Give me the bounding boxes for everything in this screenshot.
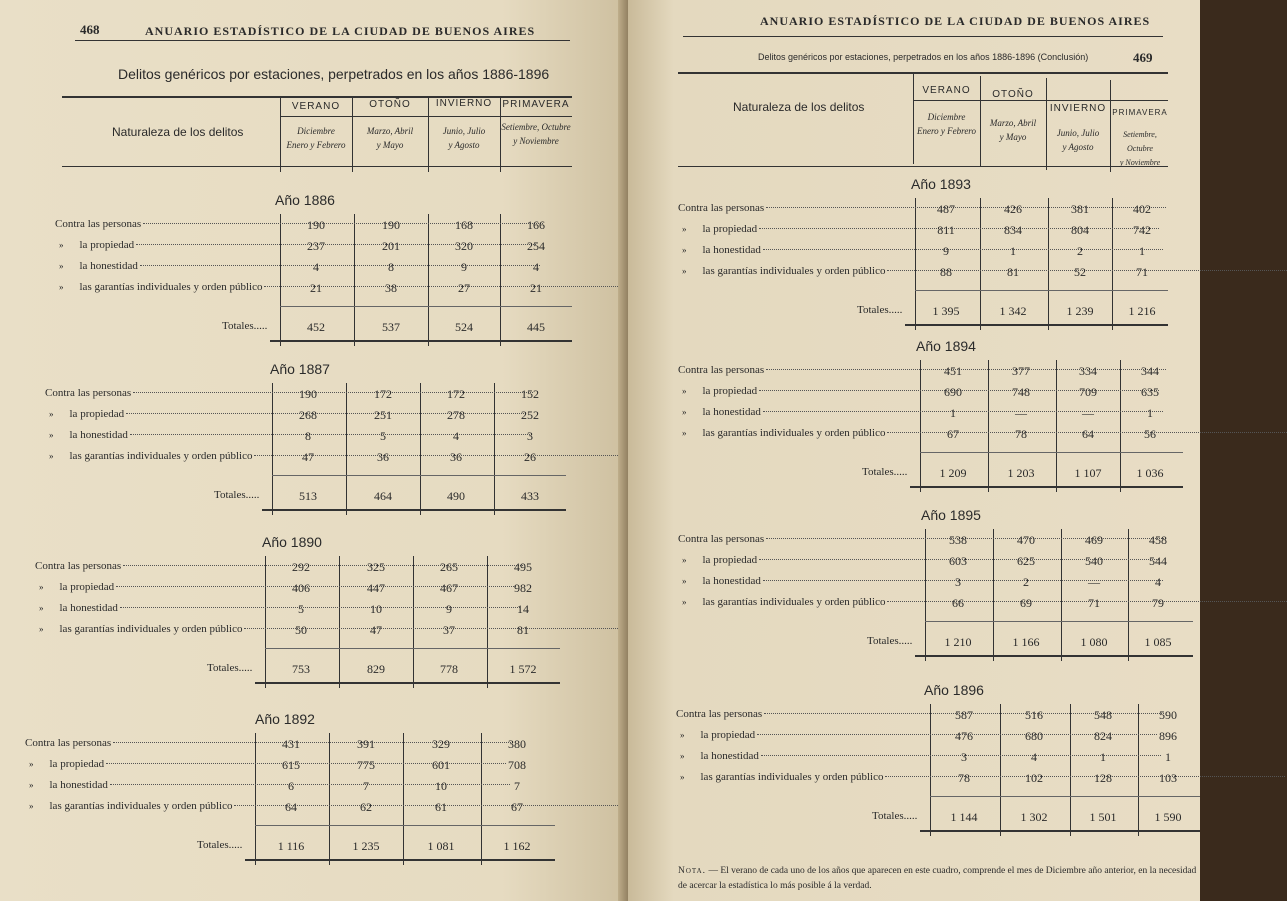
cell-1895-las-garantias-primavera: 79 xyxy=(1152,596,1164,610)
total-1890-verano: 753 xyxy=(292,662,310,676)
cell-1886-la-propiedad-primavera: 254 xyxy=(527,239,545,253)
cell-1886-la-honestidad-invierno: 9 xyxy=(461,260,467,274)
cell-1896-contra-las-personas-verano: 587 xyxy=(955,708,973,722)
total-1893-otoño: 1 342 xyxy=(999,304,1027,318)
cell-1887-la-honestidad-otoño: 5 xyxy=(380,429,386,443)
cell-1896-la-propiedad-otoño: 680 xyxy=(1025,729,1043,743)
row-label-la-honestidad: » la honestidad xyxy=(706,406,918,418)
ditto-mark: » xyxy=(682,597,687,607)
row-label-la-honestidad: » la honestidad xyxy=(704,750,928,762)
cell-1893-la-honestidad-primavera: 1 xyxy=(1139,244,1145,258)
row-label-la-propiedad: » la propiedad xyxy=(53,758,253,770)
cell-1895-la-honestidad-otoño: 2 xyxy=(1023,575,1029,589)
ditto-mark: » xyxy=(682,245,687,255)
ditto-mark: » xyxy=(49,451,54,461)
total-1893-invierno: 1 239 xyxy=(1066,304,1094,318)
cell-1894-la-honestidad-primavera: 1 xyxy=(1147,406,1153,420)
totales-label-1890: Totales..... xyxy=(207,662,253,674)
cell-1890-la-propiedad-invierno: 467 xyxy=(440,581,458,595)
totales-label-1895: Totales..... xyxy=(867,635,913,647)
cell-1894-la-honestidad-otoño: — xyxy=(1015,406,1027,420)
total-1895-verano: 1 210 xyxy=(944,635,972,649)
cell-1892-la-propiedad-otoño: 775 xyxy=(357,758,375,772)
cell-1896-contra-las-personas-otoño: 516 xyxy=(1025,708,1043,722)
right-header-bottom-rule xyxy=(678,166,1168,167)
cell-1886-la-honestidad-otoño: 8 xyxy=(388,260,394,274)
cell-1896-la-honestidad-otoño: 4 xyxy=(1031,750,1037,764)
year-heading-1886: Año 1886 xyxy=(275,192,335,208)
ditto-mark: » xyxy=(29,780,34,790)
total-1894-otoño: 1 203 xyxy=(1007,466,1035,480)
totales-label-1896: Totales..... xyxy=(872,810,918,822)
cell-1887-contra-las-personas-invierno: 172 xyxy=(447,387,465,401)
total-1896-invierno: 1 501 xyxy=(1089,810,1117,824)
row-label-las-garantias: » las garantías individuales y orden público xyxy=(706,427,918,439)
row-label-contra-las-personas: Contra las personas xyxy=(678,364,918,376)
total-1887-primavera: 433 xyxy=(521,489,539,503)
cell-1887-las-garantias-verano: 47 xyxy=(302,450,314,464)
total-1895-otoño: 1 166 xyxy=(1012,635,1040,649)
right-page: ANUARIO ESTADÍSTICO DE LA CIUDAD DE BUENOS AIRES 469 Delitos genéricos por estaciones, perpetrados en los años 1886-1896 (Conclusión) Naturaleza de los delitos VERANO OTOÑO INVIERNO PRIMAVERA Diciembre Enero y Febrero Marzo, Abril y Mayo Junio, Julio y Agosto Setiembre, Octubre y Noviembre Año 1893 Contra las personas 487 426 381 402 » la propiedad 811 834 804 742 » la honestidad 9 1 2 1 » las garantías individuales y orden público 88 81 52 71 Totales..... 1 395 1 342 1 239 1 216 Año 1894 Contra las personas 451 377 334 344 » la propiedad 690 748 709 635 » la honestidad 1 — — 1 » las garantías individuales y orden público 67 78 64 56 Totales..... 1 209 1 203 1 107 1 036 Año 1895 Contra las personas 538 470 469 458 » la propiedad 603 625 540 544 » la honestidad 3 2 — 4 » las garantías individuales y orden público 66 69 71 79 Totales..... 1 210 1 166 1 080 1 085 Año 1896 Contra las personas 587 516 548 590 » la propiedad 476 680 824 896 » la honestidad 3 4 1 1 » las garantías individuales y orden público 78 102 128 103 Totales..... 1 144 1 302 1 501 1 590 Nota. — El verano de cada uno de los años que aparecen en este cuadro, comprende el mes de Diciembre año anterior, en la necesidad de acercar la estadística lo más posible á la verdad. xyxy=(628,0,1200,901)
ditto-mark: » xyxy=(682,266,687,276)
row-label-la-honestidad: » la honestidad xyxy=(706,575,922,587)
row-label-contra-las-personas: Contra las personas xyxy=(25,737,253,749)
cell-1895-las-garantias-otoño: 69 xyxy=(1020,596,1032,610)
totales-label-1892: Totales..... xyxy=(197,839,243,851)
cell-1896-la-honestidad-invierno: 1 xyxy=(1100,750,1106,764)
row-label-las-garantias: » las garantías individuales y orden público xyxy=(63,623,263,635)
cell-1886-la-propiedad-verano: 237 xyxy=(307,239,325,253)
cell-1896-las-garantias-otoño: 102 xyxy=(1025,771,1043,785)
cell-1893-la-honestidad-otoño: 1 xyxy=(1010,244,1016,258)
total-1894-invierno: 1 107 xyxy=(1074,466,1102,480)
right-head-rule xyxy=(683,36,1163,37)
row-label-la-propiedad: » la propiedad xyxy=(706,385,918,397)
totales-label-1894: Totales..... xyxy=(862,466,908,478)
total-1887-verano: 513 xyxy=(299,489,317,503)
cell-1892-la-honestidad-otoño: 7 xyxy=(363,779,369,793)
cell-1886-contra-las-personas-verano: 190 xyxy=(307,218,325,232)
cell-1893-las-garantias-otoño: 81 xyxy=(1007,265,1019,279)
cell-1886-las-garantias-verano: 21 xyxy=(310,281,322,295)
ditto-mark: » xyxy=(59,240,64,250)
ditto-mark: » xyxy=(49,409,54,419)
cell-1890-la-honestidad-otoño: 10 xyxy=(370,602,382,616)
total-1894-verano: 1 209 xyxy=(939,466,967,480)
cell-1892-las-garantias-primavera: 67 xyxy=(511,800,523,814)
total-1886-primavera: 445 xyxy=(527,320,545,334)
col-invierno: INVIERNO xyxy=(435,98,493,109)
cell-1886-contra-las-personas-otoño: 190 xyxy=(382,218,400,232)
row-label-la-propiedad: » la propiedad xyxy=(73,408,270,420)
left-head-rule xyxy=(75,40,570,41)
cell-1895-contra-las-personas-invierno: 469 xyxy=(1085,533,1103,547)
cell-1886-las-garantias-otoño: 38 xyxy=(385,281,397,295)
cell-1895-la-propiedad-invierno: 540 xyxy=(1085,554,1103,568)
cell-1892-contra-las-personas-verano: 431 xyxy=(282,737,300,751)
row-label-contra-las-personas: Contra las personas xyxy=(676,708,928,720)
cell-1887-la-honestidad-invierno: 4 xyxy=(453,429,459,443)
totales-label-1893: Totales..... xyxy=(857,304,903,316)
ditto-mark: » xyxy=(682,555,687,565)
ditto-mark: » xyxy=(29,759,34,769)
cell-1887-contra-las-personas-primavera: 152 xyxy=(521,387,539,401)
cell-1887-las-garantias-otoño: 36 xyxy=(377,450,389,464)
cell-1893-la-propiedad-otoño: 834 xyxy=(1004,223,1022,237)
cell-1890-la-propiedad-verano: 406 xyxy=(292,581,310,595)
cell-1893-la-honestidad-invierno: 2 xyxy=(1077,244,1083,258)
cell-1894-la-propiedad-verano: 690 xyxy=(944,385,962,399)
cell-1890-la-honestidad-verano: 5 xyxy=(298,602,304,616)
row-label-contra-las-personas: Contra las personas xyxy=(55,218,277,230)
cell-1893-las-garantias-primavera: 71 xyxy=(1136,265,1148,279)
total-1892-invierno: 1 081 xyxy=(427,839,455,853)
cell-1894-la-honestidad-verano: 1 xyxy=(950,406,956,420)
total-1896-primavera: 1 590 xyxy=(1154,810,1182,824)
cell-1895-contra-las-personas-primavera: 458 xyxy=(1149,533,1167,547)
cell-1892-la-honestidad-verano: 6 xyxy=(288,779,294,793)
cell-1892-contra-las-personas-invierno: 329 xyxy=(432,737,450,751)
total-1892-verano: 1 116 xyxy=(277,839,305,853)
cell-1887-la-propiedad-invierno: 278 xyxy=(447,408,465,422)
cell-1895-contra-las-personas-otoño: 470 xyxy=(1017,533,1035,547)
cell-1890-la-propiedad-otoño: 447 xyxy=(367,581,385,595)
cell-1886-la-propiedad-otoño: 201 xyxy=(382,239,400,253)
cell-1894-contra-las-personas-verano: 451 xyxy=(944,364,962,378)
total-1895-invierno: 1 080 xyxy=(1080,635,1108,649)
row-label-contra-las-personas: Contra las personas xyxy=(678,533,922,545)
ditto-mark: » xyxy=(680,751,685,761)
right-page-number: 469 xyxy=(1133,50,1153,65)
cell-1890-las-garantias-verano: 50 xyxy=(295,623,307,637)
cell-1886-contra-las-personas-primavera: 166 xyxy=(527,218,545,232)
row-label-la-honestidad: » la honestidad xyxy=(83,260,277,272)
left-page: 468 ANUARIO ESTADÍSTICO DE LA CIUDAD DE BUENOS AIRES Delitos genéricos por estaciones, perpetrados en los años 1886-1896 Naturaleza de los delitos VERANO OTOÑO INVIERNO PRIMAVERA Diciembre Enero y Febrero Marzo, Abril y Mayo Junio, Julio y Agosto Setiembre, Octubre y Noviembre Año 1886 Contra las personas 190 190 168 166 » la propiedad 237 201 320 254 » la honestidad 4 8 9 4 » las garantías individuales y orden público 21 38 27 21 Totales..... 452 537 524 445 Año 1887 Contra las personas 190 172 172 152 » la propiedad 268 251 278 252 » la honestidad 8 5 4 3 » las garantías individuales y orden público 47 36 36 26 Totales..... 513 464 490 433 Año 1890 Contra las personas 292 325 265 495 » la propiedad 406 447 467 982 » la honestidad 5 10 9 14 » las garantías individuales y orden público 50 47 37 81 Totales..... 753 829 778 1 572 Año 1892 Contra las personas 431 391 329 380 » la propiedad 615 775 601 708 » la honestidad 6 7 10 7 » las garantías individuales y orden público 64 62 61 67 Totales..... 1 116 1 235 1 081 1 162 xyxy=(0,0,628,901)
cell-1895-contra-las-personas-verano: 538 xyxy=(949,533,967,547)
cell-1886-la-propiedad-invierno: 320 xyxy=(455,239,473,253)
total-1887-invierno: 490 xyxy=(447,489,465,503)
cell-1895-la-honestidad-verano: 3 xyxy=(955,575,961,589)
cell-1887-contra-las-personas-otoño: 172 xyxy=(374,387,392,401)
cell-1896-las-garantias-verano: 78 xyxy=(958,771,970,785)
ditto-mark: » xyxy=(680,772,685,782)
cell-1894-las-garantias-otoño: 78 xyxy=(1015,427,1027,441)
cell-1894-la-propiedad-otoño: 748 xyxy=(1012,385,1030,399)
cell-1895-las-garantias-invierno: 71 xyxy=(1088,596,1100,610)
cell-1894-la-propiedad-primavera: 635 xyxy=(1141,385,1159,399)
cell-1887-la-propiedad-verano: 268 xyxy=(299,408,317,422)
nota-footnote: Nota. — El verano de cada uno de los años que aparecen en este cuadro, comprende el mes de Diciembre año anterior, en la necesidad de acercar la estadística lo más posible á la verdad. xyxy=(678,866,1197,891)
cell-1887-la-honestidad-verano: 8 xyxy=(305,429,311,443)
totales-label-1887: Totales..... xyxy=(214,489,260,501)
left-naturaleza-label: Naturaleza de los delitos xyxy=(112,125,244,139)
row-label-la-propiedad: » la propiedad xyxy=(83,239,277,251)
cell-1890-contra-las-personas-primavera: 495 xyxy=(514,560,532,574)
total-1896-otoño: 1 302 xyxy=(1020,810,1048,824)
ditto-mark: » xyxy=(682,386,687,396)
cell-1894-las-garantias-primavera: 56 xyxy=(1144,427,1156,441)
cell-1894-contra-las-personas-primavera: 344 xyxy=(1141,364,1159,378)
cell-1887-las-garantias-primavera: 26 xyxy=(524,450,536,464)
cell-1893-la-propiedad-primavera: 742 xyxy=(1133,223,1151,237)
ditto-mark: » xyxy=(680,730,685,740)
cell-1890-contra-las-personas-otoño: 325 xyxy=(367,560,385,574)
right-running-head: ANUARIO ESTADÍSTICO DE LA CIUDAD DE BUENOS AIRES xyxy=(760,14,1151,28)
cell-1886-contra-las-personas-invierno: 168 xyxy=(455,218,473,232)
year-heading-1887: Año 1887 xyxy=(270,361,330,377)
cell-1894-la-honestidad-invierno: — xyxy=(1082,406,1094,420)
cell-1896-contra-las-personas-invierno: 548 xyxy=(1094,708,1112,722)
total-1886-invierno: 524 xyxy=(455,320,473,334)
cell-1896-las-garantias-primavera: 103 xyxy=(1159,771,1177,785)
cell-1886-la-honestidad-verano: 4 xyxy=(313,260,319,274)
cell-1890-la-honestidad-primavera: 14 xyxy=(517,602,529,616)
total-1886-verano: 452 xyxy=(307,320,325,334)
cell-1892-las-garantias-verano: 64 xyxy=(285,800,297,814)
left-header-bottom-rule xyxy=(62,166,572,167)
ditto-mark: » xyxy=(682,576,687,586)
cell-1892-la-propiedad-verano: 615 xyxy=(282,758,300,772)
cell-1896-las-garantias-invierno: 128 xyxy=(1094,771,1112,785)
year-heading-1893: Año 1893 xyxy=(911,176,971,192)
left-table-title: Delitos genéricos por estaciones, perpetrados en los años 1886-1896 xyxy=(118,66,550,82)
cell-1896-contra-las-personas-primavera: 590 xyxy=(1159,708,1177,722)
ditto-mark: » xyxy=(39,624,44,634)
row-label-la-propiedad: » la propiedad xyxy=(704,729,928,741)
cell-1893-la-honestidad-verano: 9 xyxy=(943,244,949,258)
col-otono: OTOÑO xyxy=(369,99,411,110)
row-label-la-honestidad: » la honestidad xyxy=(53,779,253,791)
cell-1894-las-garantias-verano: 67 xyxy=(947,427,959,441)
ditto-mark: » xyxy=(49,430,54,440)
total-1890-otoño: 829 xyxy=(367,662,385,676)
cell-1893-contra-las-personas-primavera: 402 xyxy=(1133,202,1151,216)
ditto-mark: » xyxy=(39,603,44,613)
total-1890-invierno: 778 xyxy=(440,662,458,676)
row-label-las-garantias: » las garantías individuales y orden público xyxy=(73,450,270,462)
cell-1890-las-garantias-invierno: 37 xyxy=(443,623,455,637)
year-heading-1894: Año 1894 xyxy=(916,338,976,354)
row-label-las-garantias: » las garantías individuales y orden público xyxy=(706,265,914,277)
cell-1893-las-garantias-verano: 88 xyxy=(940,265,952,279)
total-1892-primavera: 1 162 xyxy=(503,839,531,853)
year-heading-1896: Año 1896 xyxy=(924,682,984,698)
cell-1895-la-propiedad-primavera: 544 xyxy=(1149,554,1167,568)
cell-1892-la-propiedad-invierno: 601 xyxy=(432,758,450,772)
cell-1893-contra-las-personas-otoño: 426 xyxy=(1004,202,1022,216)
year-heading-1892: Año 1892 xyxy=(255,711,315,727)
total-1896-verano: 1 144 xyxy=(950,810,978,824)
total-1894-primavera: 1 036 xyxy=(1136,466,1164,480)
total-1893-verano: 1 395 xyxy=(932,304,960,318)
cell-1893-la-propiedad-verano: 811 xyxy=(937,223,955,237)
row-label-las-garantias: » las garantías individuales y orden público xyxy=(704,771,928,783)
right-table-title: Delitos genéricos por estaciones, perpetrados en los años 1886-1896 (Conclusión) xyxy=(758,52,1089,62)
ditto-mark: » xyxy=(29,801,34,811)
cell-1894-las-garantias-invierno: 64 xyxy=(1082,427,1094,441)
cell-1896-la-propiedad-verano: 476 xyxy=(955,729,973,743)
cell-1887-la-honestidad-primavera: 3 xyxy=(527,429,533,443)
cell-1890-las-garantias-otoño: 47 xyxy=(370,623,382,637)
row-label-las-garantias: » las garantías individuales y orden público xyxy=(706,596,922,608)
cell-1895-la-propiedad-verano: 603 xyxy=(949,554,967,568)
cell-1895-la-honestidad-primavera: 4 xyxy=(1155,575,1161,589)
row-label-la-honestidad: » la honestidad xyxy=(63,602,263,614)
total-1890-primavera: 1 572 xyxy=(509,662,537,676)
left-running-head: ANUARIO ESTADÍSTICO DE LA CIUDAD DE BUENOS AIRES xyxy=(145,24,536,38)
right-naturaleza-label: Naturaleza de los delitos xyxy=(733,100,865,114)
total-1895-primavera: 1 085 xyxy=(1144,635,1172,649)
cell-1893-contra-las-personas-invierno: 381 xyxy=(1071,202,1089,216)
cell-1892-las-garantias-invierno: 61 xyxy=(435,800,447,814)
ditto-mark: » xyxy=(682,407,687,417)
row-label-contra-las-personas: Contra las personas xyxy=(45,387,270,399)
cell-1896-la-honestidad-primavera: 1 xyxy=(1165,750,1171,764)
row-label-la-honestidad: » la honestidad xyxy=(706,244,914,256)
cell-1890-las-garantias-primavera: 81 xyxy=(517,623,529,637)
totales-label-1886: Totales..... xyxy=(222,320,268,332)
cell-1890-la-honestidad-invierno: 9 xyxy=(446,602,452,616)
cell-1895-la-honestidad-invierno: — xyxy=(1088,575,1100,589)
total-1886-otoño: 537 xyxy=(382,320,400,334)
col-verano: VERANO xyxy=(291,101,341,112)
cell-1894-la-propiedad-invierno: 709 xyxy=(1079,385,1097,399)
year-heading-1895: Año 1895 xyxy=(921,507,981,523)
cell-1886-las-garantias-primavera: 21 xyxy=(530,281,542,295)
cell-1893-contra-las-personas-verano: 487 xyxy=(937,202,955,216)
row-label-contra-las-personas: Contra las personas xyxy=(35,560,263,572)
row-label-la-honestidad: » la honestidad xyxy=(73,429,270,441)
row-label-la-propiedad: » la propiedad xyxy=(706,554,922,566)
cell-1892-contra-las-personas-otoño: 391 xyxy=(357,737,375,751)
cell-1886-la-honestidad-primavera: 4 xyxy=(533,260,539,274)
cell-1887-la-propiedad-primavera: 252 xyxy=(521,408,539,422)
cell-1886-las-garantias-invierno: 27 xyxy=(458,281,470,295)
year-heading-1890: Año 1890 xyxy=(262,534,322,550)
cell-1894-contra-las-personas-invierno: 334 xyxy=(1079,364,1097,378)
cell-1894-contra-las-personas-otoño: 377 xyxy=(1012,364,1030,378)
cell-1895-las-garantias-verano: 66 xyxy=(952,596,964,610)
row-label-las-garantias: » las garantías individuales y orden público xyxy=(53,800,253,812)
cell-1892-la-honestidad-primavera: 7 xyxy=(514,779,520,793)
ditto-mark: » xyxy=(39,582,44,592)
cell-1887-las-garantias-invierno: 36 xyxy=(450,450,462,464)
cell-1892-contra-las-personas-primavera: 380 xyxy=(508,737,526,751)
row-label-contra-las-personas: Contra las personas xyxy=(678,202,914,214)
col-primavera: PRIMAVERA xyxy=(502,99,570,110)
right-header-top-rule xyxy=(678,72,1168,74)
cell-1892-la-honestidad-invierno: 10 xyxy=(435,779,447,793)
ditto-mark: » xyxy=(59,261,64,271)
cell-1890-contra-las-personas-invierno: 265 xyxy=(440,560,458,574)
cell-1892-la-propiedad-primavera: 708 xyxy=(508,758,526,772)
cell-1887-contra-las-personas-verano: 190 xyxy=(299,387,317,401)
cell-1890-la-propiedad-primavera: 982 xyxy=(514,581,532,595)
cell-1887-la-propiedad-otoño: 251 xyxy=(374,408,392,422)
cell-1893-las-garantias-invierno: 52 xyxy=(1074,265,1086,279)
total-1892-otoño: 1 235 xyxy=(352,839,380,853)
total-1893-primavera: 1 216 xyxy=(1128,304,1156,318)
left-page-number: 468 xyxy=(80,22,100,37)
ditto-mark: » xyxy=(59,282,64,292)
cell-1896-la-propiedad-primavera: 896 xyxy=(1159,729,1177,743)
cell-1892-las-garantias-otoño: 62 xyxy=(360,800,372,814)
cell-1893-la-propiedad-invierno: 804 xyxy=(1071,223,1089,237)
ditto-mark: » xyxy=(682,224,687,234)
row-label-las-garantias: » las garantías individuales y orden público xyxy=(83,281,277,293)
total-1887-otoño: 464 xyxy=(374,489,392,503)
cell-1895-la-propiedad-otoño: 625 xyxy=(1017,554,1035,568)
cell-1896-la-honestidad-verano: 3 xyxy=(961,750,967,764)
cell-1896-la-propiedad-invierno: 824 xyxy=(1094,729,1112,743)
row-label-la-propiedad: » la propiedad xyxy=(63,581,263,593)
cell-1890-contra-las-personas-verano: 292 xyxy=(292,560,310,574)
ditto-mark: » xyxy=(682,428,687,438)
row-label-la-propiedad: » la propiedad xyxy=(706,223,914,235)
